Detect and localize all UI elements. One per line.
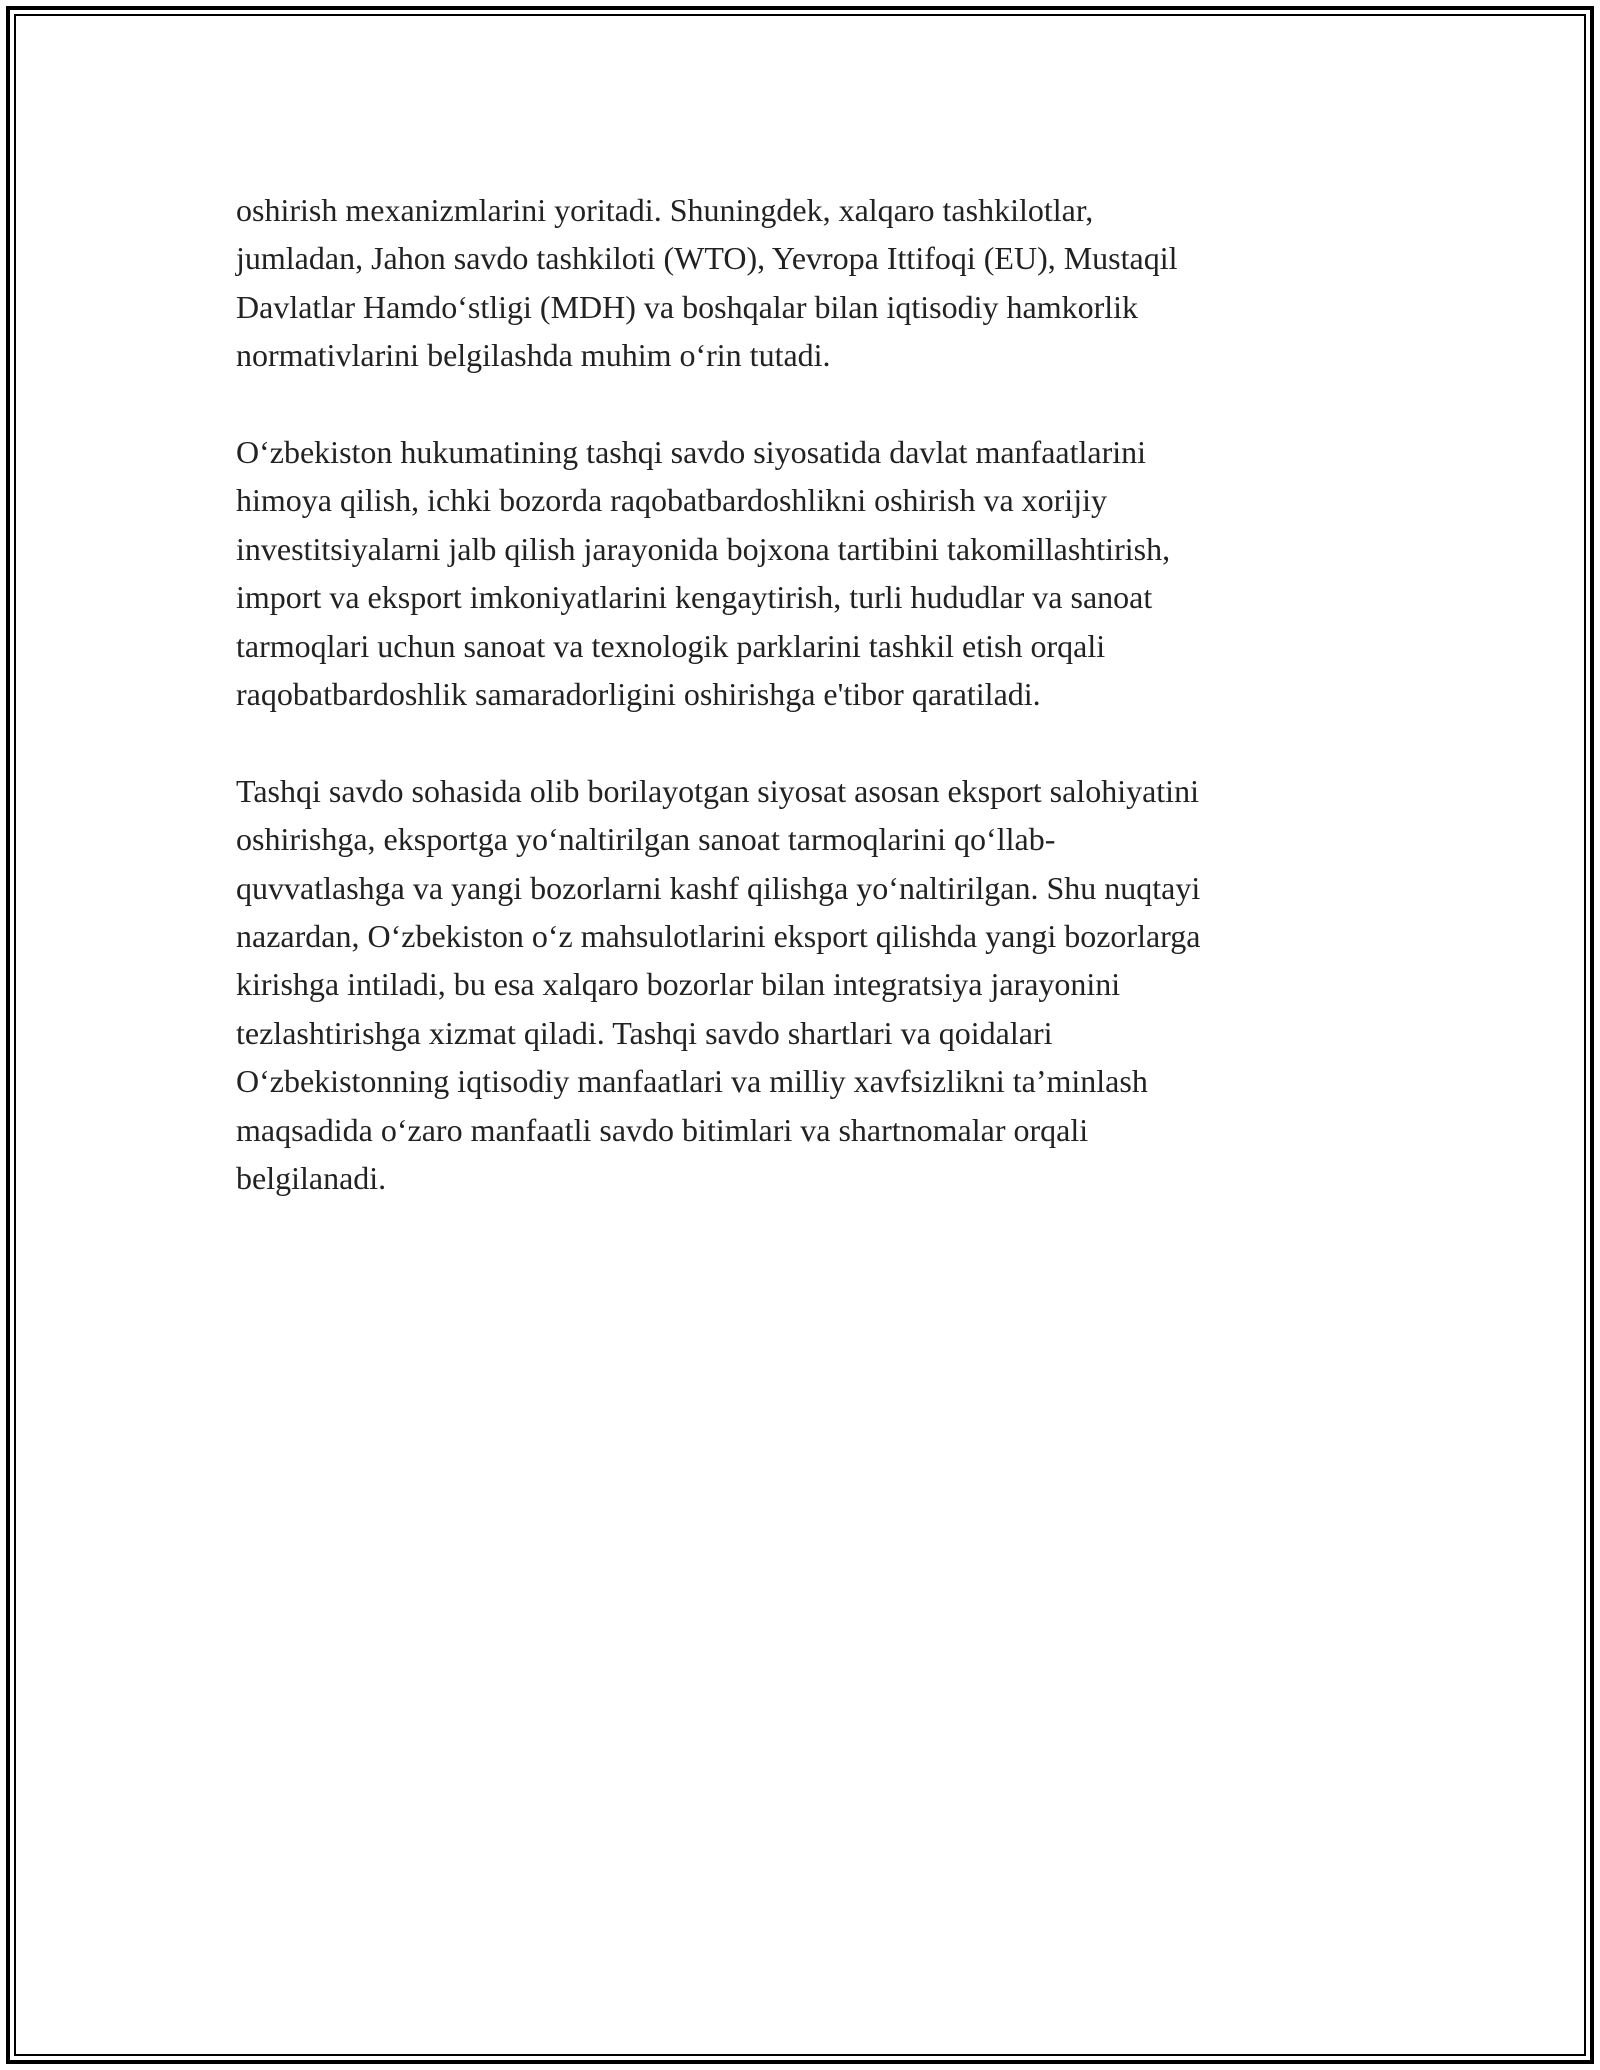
text-line: Tashqi savdo sohasida olib borilayotgan siyosat asosan eksport salohiyatini xyxy=(236,772,1199,809)
text-line: Davlatlar Hamdo‘stligi (MDH) va boshqalar bilan iqtisodiy hamkorlik xyxy=(236,288,1139,325)
text-line: import va eksport imkoniyatlarini kengaytirish, turli hududlar va sanoat xyxy=(236,579,1153,616)
text-line: himoya qilish, ichki bozorda raqobatbardoshlikni oshirish va xorijiy xyxy=(236,482,1107,519)
text-line: tarmoqlari uchun sanoat va texnologik parklarini tashkil etish orqali xyxy=(236,627,1106,664)
text-line: quvvatlashga va yangi bozorlarni kashf qilishga yo‘naltirilgan. Shu nuqtayi xyxy=(236,869,1201,906)
text-line: tezlashtirishga xizmat qiladi. Tashqi savdo shartlari va qoidalari xyxy=(236,1014,1053,1051)
text-line: investitsiyalarni jalb qilish jarayonida bojxona tartibini takomillashtirish, xyxy=(236,530,1171,567)
paragraph-3 xyxy=(236,767,1366,1203)
document-body xyxy=(236,186,1366,1251)
text-line: O‘zbekiston hukumatining tashqi savdo siyosatida davlat manfaatlarini xyxy=(236,434,1147,471)
text-line: oshirish mexanizmlarini yoritadi. Shuningdek, xalqaro tashkilotlar, xyxy=(236,192,1094,228)
paragraph-2 xyxy=(236,428,1366,718)
text-line: oshirishga, eksportga yo‘naltirilgan sanoat tarmoqlarini qo‘llab- xyxy=(236,821,1056,858)
text-line: belgilanadi. xyxy=(236,1160,387,1197)
text-line: O‘zbekistonning iqtisodiy manfaatlari va milliy xavfsizlikni ta’minlash xyxy=(236,1063,1148,1100)
text-line: nazardan, O‘zbekiston o‘z mahsulotlarini eksport qilishda yangi bozorlarga xyxy=(236,918,1201,955)
text-line: raqobatbardoshlik samaradorligini oshirishga e'tibor qaratiladi. xyxy=(236,676,1041,713)
text-line: maqsadida o‘zaro manfaatli savdo bitimlari va shartnomalar orqali xyxy=(236,1111,1089,1148)
text-line: kirishga intiladi, bu esa xalqaro bozorlar bilan integratsiya jarayonini xyxy=(236,966,1121,1003)
text-line: normativlarini belgilashda muhim o‘rin tutadi. xyxy=(236,337,831,374)
text-line: jumladan, Jahon savdo tashkiloti (WTO), Yevropa Ittifoqi (EU), Mustaqil xyxy=(236,240,1178,277)
paragraph-1 xyxy=(236,186,1366,380)
